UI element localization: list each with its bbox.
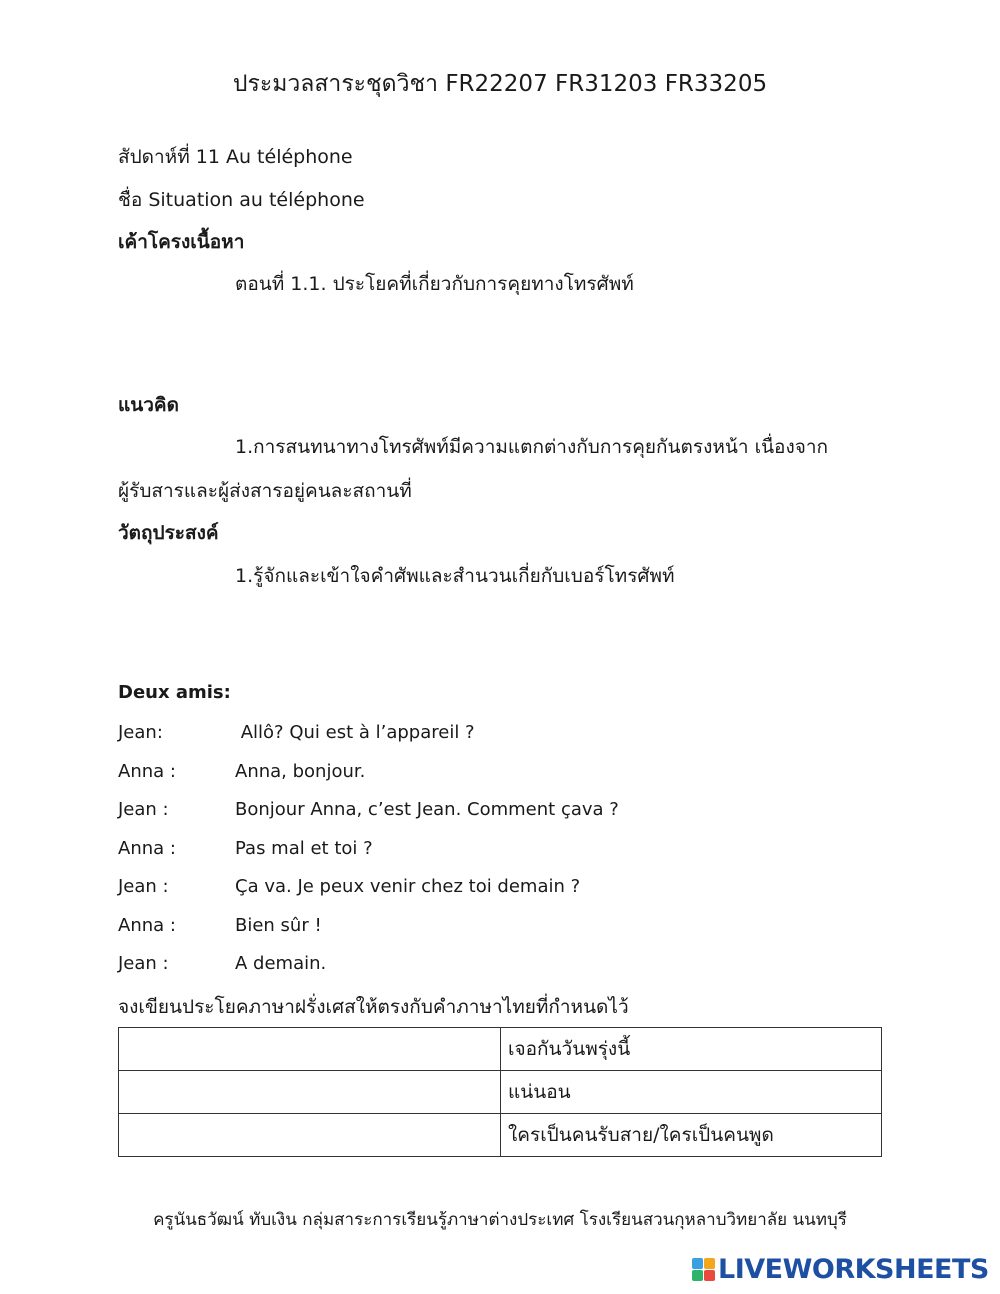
- dialogue-text: Pas mal et toi ?: [235, 838, 373, 859]
- logo-square: [704, 1258, 715, 1269]
- outline-item: ตอนที่ 1.1. ประโยคที่เกี่ยวกับการคุยทางโทรศัพท์: [235, 273, 634, 295]
- week-line: สัปดาห์ที่ 11 Au téléphone: [118, 146, 353, 168]
- objective-item: 1.รู้จักและเข้าใจคำศัพและสำนวนเกี่ยกับเบอร์โทรศัพท์: [235, 565, 675, 587]
- answer-input[interactable]: [126, 1074, 497, 1110]
- dialogue-speaker: Jean :: [118, 876, 169, 897]
- table-row: [119, 1071, 882, 1114]
- dialogue-speaker: Jean :: [118, 799, 169, 820]
- exercise-table: [118, 1027, 882, 1157]
- dialogue-text: Anna, bonjour.: [235, 761, 366, 782]
- objective-heading: วัตถุประสงค์: [118, 522, 219, 544]
- document-title: ประมวลสาระชุดวิชา FR22207 FR31203 FR33205: [232, 71, 768, 97]
- logo-square: [704, 1270, 715, 1281]
- liveworksheets-brand[interactable]: [692, 1254, 989, 1285]
- brand-name: LIVEWORKSHEETS: [718, 1254, 989, 1285]
- thai-prompt: ใครเป็นคนรับสาย/ใครเป็นคนพูด: [501, 1114, 882, 1157]
- teacher-footer: ครูนันธวัฒน์ ทับเงิน กลุ่มสาระการเรียนรู้ภาษาต่างประเทศ โรงเรียนสวนกุหลาบวิทยาลัย นนทบุรี: [153, 1210, 847, 1230]
- logo-square: [692, 1258, 703, 1269]
- table-row: [119, 1114, 882, 1157]
- answer-cell[interactable]: [119, 1028, 501, 1071]
- dialogue-speaker: Jean :: [118, 953, 169, 974]
- concept-heading: แนวคิด: [118, 394, 179, 416]
- dialogue-speaker: Anna :: [118, 915, 176, 936]
- dialogue-text: Allô? Qui est à l’appareil ?: [235, 722, 475, 743]
- logo-square: [692, 1270, 703, 1281]
- thai-prompt: แน่นอน: [501, 1071, 882, 1114]
- thai-prompt: เจอกันวันพรุ่งนี้: [501, 1028, 882, 1071]
- answer-cell[interactable]: [119, 1071, 501, 1114]
- concept-line-1: 1.การสนทนาทางโทรศัพท์มีความแตกต่างกับการคุยกันตรงหน้า เนื่องจาก: [235, 436, 829, 458]
- concept-line-2: ผู้รับสารและผู้ส่งสารอยู่คนละสถานที่: [118, 480, 412, 502]
- answer-input[interactable]: [126, 1031, 497, 1067]
- exercise-instruction: จงเขียนประโยคภาษาฝรั่งเศสให้ตรงกับคำภาษาไทยที่กำหนดไว้: [118, 996, 629, 1018]
- dialogue-speaker: Jean:: [118, 722, 163, 743]
- dialogue-text: A demain.: [235, 953, 327, 974]
- dialogue-text: Bien sûr !: [235, 915, 322, 936]
- name-line: ชื่อ Situation au téléphone: [118, 189, 365, 211]
- answer-input[interactable]: [126, 1117, 497, 1153]
- table-row: [119, 1028, 882, 1071]
- answer-cell[interactable]: [119, 1114, 501, 1157]
- liveworksheets-logo-icon: [692, 1258, 715, 1281]
- dialogue-speaker: Anna :: [118, 761, 176, 782]
- outline-heading: เค้าโครงเนื้อหา: [118, 231, 245, 253]
- dialogue-heading: Deux amis:: [118, 682, 231, 703]
- dialogue-text: Ça va. Je peux venir chez toi demain ?: [235, 876, 581, 897]
- dialogue-text: Bonjour Anna, c’est Jean. Comment çava ?: [235, 799, 619, 820]
- dialogue-speaker: Anna :: [118, 838, 176, 859]
